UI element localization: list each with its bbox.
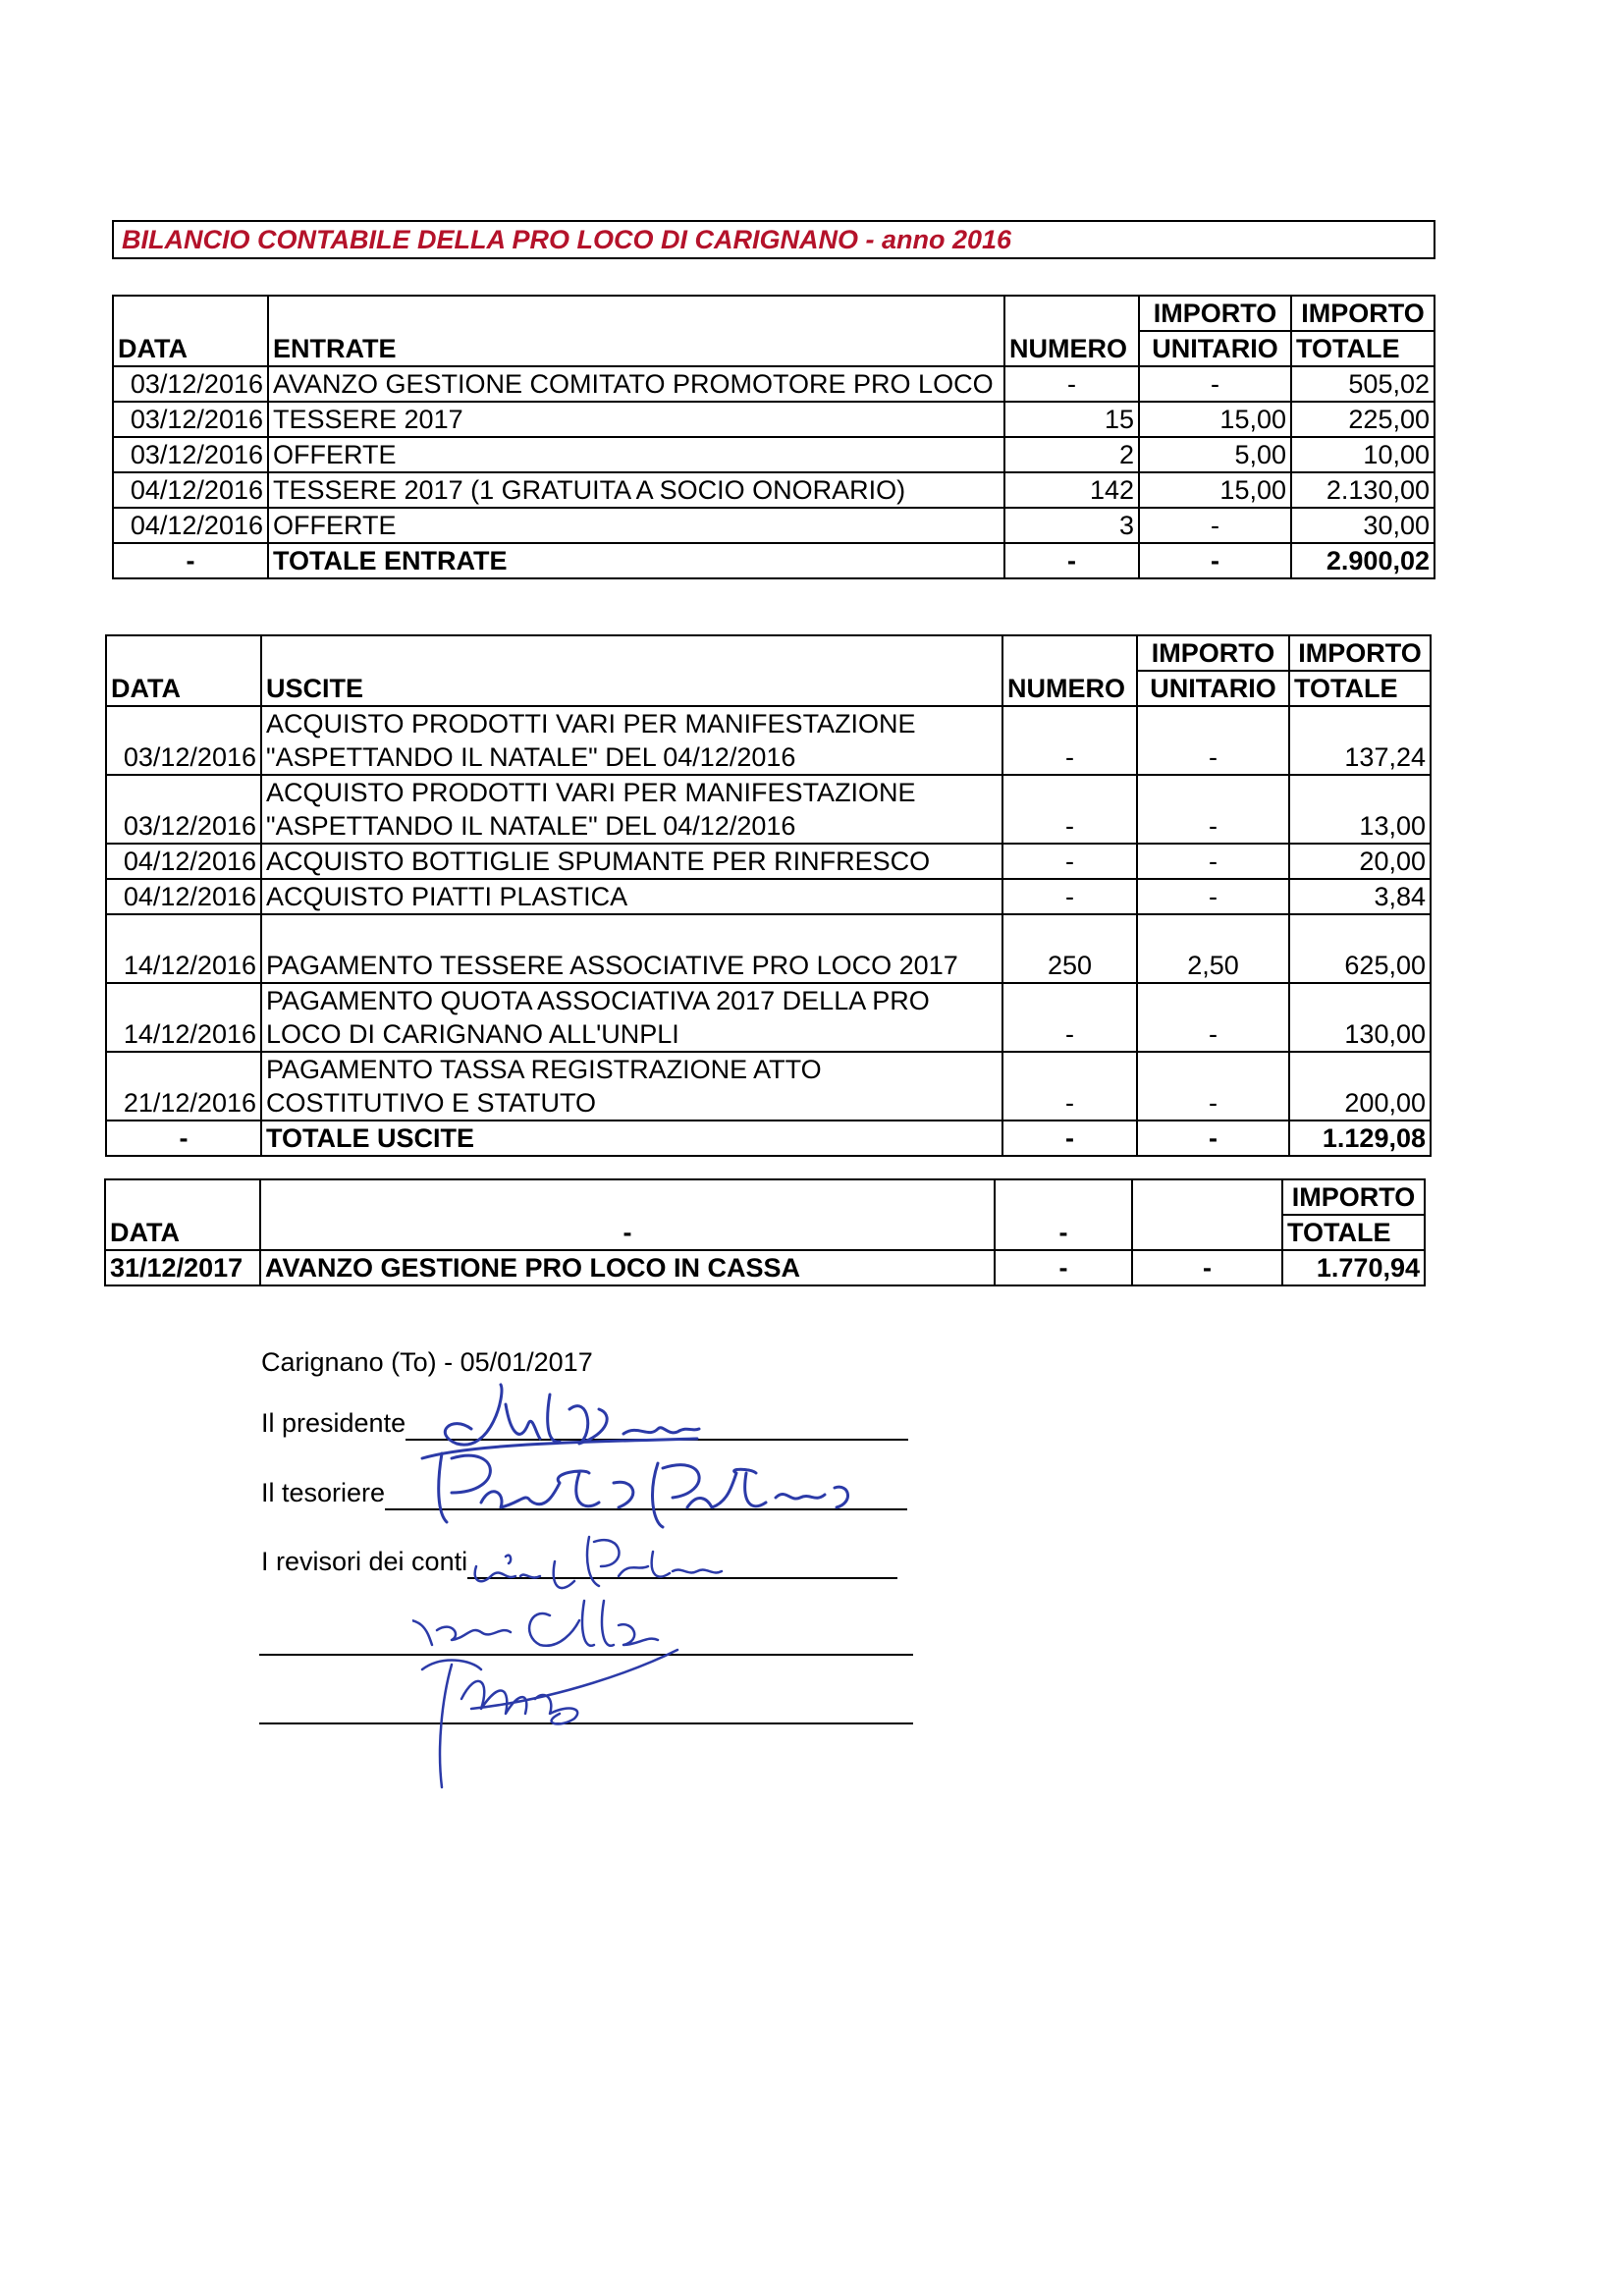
row-totale: 130,00 bbox=[1289, 983, 1431, 1052]
row-numero: - bbox=[1002, 844, 1137, 879]
row-data: 03/12/2016 bbox=[106, 706, 261, 775]
row-totale: 625,00 bbox=[1289, 914, 1431, 983]
row-unitario: 5,00 bbox=[1139, 437, 1291, 472]
row-unitario: - bbox=[1132, 1250, 1282, 1285]
row-totale: 505,02 bbox=[1291, 366, 1435, 402]
total-voce: TOTALE ENTRATE bbox=[268, 543, 1004, 578]
table-row bbox=[113, 366, 1435, 402]
row-unitario: - bbox=[1137, 1052, 1289, 1121]
signature-revisore-1 bbox=[475, 1537, 722, 1588]
entrate-header-unit-top: IMPORTO bbox=[1139, 296, 1291, 331]
uscite-total-row bbox=[106, 1121, 1431, 1156]
row-data: 04/12/2016 bbox=[113, 508, 268, 543]
table-row bbox=[113, 402, 1435, 437]
row-numero: - bbox=[1004, 366, 1139, 402]
row-unitario: - bbox=[1137, 844, 1289, 879]
place-date: Carignano (To) - 05/01/2017 bbox=[261, 1347, 593, 1377]
row-data: 03/12/2016 bbox=[113, 437, 268, 472]
row-unitario: - bbox=[1137, 706, 1289, 775]
uscite-header-tot-top: IMPORTO bbox=[1289, 635, 1431, 671]
row-numero: 3 bbox=[1004, 508, 1139, 543]
row-unitario: - bbox=[1139, 508, 1291, 543]
row-totale: 137,24 bbox=[1289, 706, 1431, 775]
row-numero: 15 bbox=[1004, 402, 1139, 437]
table-row bbox=[113, 472, 1435, 508]
avanzo-header-numero: - bbox=[995, 1179, 1132, 1250]
row-voce: ACQUISTO BOTTIGLIE SPUMANTE PER RINFRESCO bbox=[261, 844, 1002, 879]
uscite-header-numero: NUMERO bbox=[1002, 635, 1137, 706]
avanzo-header-row bbox=[105, 1179, 1425, 1215]
row-numero: - bbox=[1002, 879, 1137, 914]
entrate-header-unit-bottom: UNITARIO bbox=[1139, 331, 1291, 366]
table-row bbox=[106, 775, 1431, 844]
tesoriere-label: Il tesoriere bbox=[261, 1478, 386, 1507]
row-voce: ACQUISTO PRODOTTI VARI PER MANIFESTAZIONE "ASPETTANDO IL NATALE" DEL 04/12/2016 bbox=[261, 706, 1002, 775]
entrate-header-voce: ENTRATE bbox=[268, 296, 1004, 366]
table-row bbox=[113, 508, 1435, 543]
row-data: 14/12/2016 bbox=[106, 914, 261, 983]
row-unitario: - bbox=[1137, 983, 1289, 1052]
entrate-header-data: DATA bbox=[113, 296, 268, 366]
row-voce: TESSERE 2017 bbox=[268, 402, 1004, 437]
uscite-header-data: DATA bbox=[106, 635, 261, 706]
row-voce: OFFERTE bbox=[268, 437, 1004, 472]
signature-revisore-2 bbox=[412, 1601, 658, 1646]
signature-presidente bbox=[422, 1385, 699, 1458]
row-data: 21/12/2016 bbox=[106, 1052, 261, 1121]
signature-tesoriere bbox=[439, 1453, 848, 1527]
total-numero: - bbox=[1002, 1121, 1137, 1156]
entrate-total-row bbox=[113, 543, 1435, 578]
row-totale: 200,00 bbox=[1289, 1052, 1431, 1121]
table-row bbox=[106, 879, 1431, 914]
row-voce: ACQUISTO PRODOTTI VARI PER MANIFESTAZIONE "ASPETTANDO IL NATALE" DEL 04/12/2016 bbox=[261, 775, 1002, 844]
row-unitario: - bbox=[1139, 366, 1291, 402]
row-numero: - bbox=[1002, 1052, 1137, 1121]
row-data: 03/12/2016 bbox=[113, 402, 268, 437]
row-data: 31/12/2017 bbox=[105, 1250, 260, 1285]
row-numero: - bbox=[995, 1250, 1132, 1285]
avanzo-table bbox=[104, 1178, 1426, 1286]
handwritten-signatures bbox=[412, 1375, 923, 1807]
total-totale: 2.900,02 bbox=[1291, 543, 1435, 578]
row-totale: 1.770,94 bbox=[1282, 1250, 1425, 1285]
table-row bbox=[106, 914, 1431, 983]
entrate-header-numero: NUMERO bbox=[1004, 296, 1139, 366]
row-unitario: - bbox=[1137, 775, 1289, 844]
row-numero: - bbox=[1002, 983, 1137, 1052]
row-voce: PAGAMENTO TASSA REGISTRAZIONE ATTO COSTITUTIVO E STATUTO bbox=[261, 1052, 1002, 1121]
table-row bbox=[106, 706, 1431, 775]
entrate-header-tot-top: IMPORTO bbox=[1291, 296, 1435, 331]
presidente-label: Il presidente bbox=[261, 1408, 406, 1438]
total-numero: - bbox=[1004, 543, 1139, 578]
row-totale: 20,00 bbox=[1289, 844, 1431, 879]
uscite-header-unit-top: IMPORTO bbox=[1137, 635, 1289, 671]
row-numero: - bbox=[1002, 775, 1137, 844]
row-voce: AVANZO GESTIONE PRO LOCO IN CASSA bbox=[260, 1250, 995, 1285]
row-data: 03/12/2016 bbox=[106, 775, 261, 844]
document-title bbox=[112, 220, 1435, 259]
total-unitario: - bbox=[1137, 1121, 1289, 1156]
row-unitario: 15,00 bbox=[1139, 402, 1291, 437]
avanzo-header-voce: - bbox=[260, 1179, 995, 1250]
avanzo-header-tot-bottom: TOTALE bbox=[1282, 1215, 1425, 1250]
row-totale: 3,84 bbox=[1289, 879, 1431, 914]
row-voce: TESSERE 2017 (1 GRATUITA A SOCIO ONORARIO) bbox=[268, 472, 1004, 508]
row-totale: 30,00 bbox=[1291, 508, 1435, 543]
revisori-label: I revisori dei conti bbox=[261, 1547, 468, 1576]
row-numero: 2 bbox=[1004, 437, 1139, 472]
row-numero: 250 bbox=[1002, 914, 1137, 983]
document-title-text: BILANCIO CONTABILE DELLA PRO LOCO DI CARIGNANO - anno 2016 bbox=[122, 225, 1012, 254]
row-data: 04/12/2016 bbox=[106, 844, 261, 879]
total-totale: 1.129,08 bbox=[1289, 1121, 1431, 1156]
row-voce: ACQUISTO PIATTI PLASTICA bbox=[261, 879, 1002, 914]
row-numero: 142 bbox=[1004, 472, 1139, 508]
total-voce: TOTALE USCITE bbox=[261, 1121, 1002, 1156]
row-unitario: - bbox=[1137, 879, 1289, 914]
row-data: 14/12/2016 bbox=[106, 983, 261, 1052]
row-totale: 13,00 bbox=[1289, 775, 1431, 844]
row-unitario: 2,50 bbox=[1137, 914, 1289, 983]
row-voce: AVANZO GESTIONE COMITATO PROMOTORE PRO LOCO bbox=[268, 366, 1004, 402]
entrate-header-row bbox=[113, 296, 1435, 331]
row-voce: PAGAMENTO TESSERE ASSOCIATIVE PRO LOCO 2017 bbox=[261, 914, 1002, 983]
row-totale: 10,00 bbox=[1291, 437, 1435, 472]
uscite-header-tot-bottom: TOTALE bbox=[1289, 671, 1431, 706]
total-unitario: - bbox=[1139, 543, 1291, 578]
row-numero: - bbox=[1002, 706, 1137, 775]
signature-revisore-3 bbox=[422, 1650, 677, 1787]
row-data: 04/12/2016 bbox=[113, 472, 268, 508]
avanzo-header-empty bbox=[1132, 1179, 1282, 1250]
row-voce: OFFERTE bbox=[268, 508, 1004, 543]
entrate-header-tot-bottom: TOTALE bbox=[1291, 331, 1435, 366]
row-unitario: 15,00 bbox=[1139, 472, 1291, 508]
total-data: - bbox=[113, 543, 268, 578]
row-voce: PAGAMENTO QUOTA ASSOCIATIVA 2017 DELLA PRO LOCO DI CARIGNANO ALL'UNPLI bbox=[261, 983, 1002, 1052]
row-totale: 225,00 bbox=[1291, 402, 1435, 437]
row-data: 04/12/2016 bbox=[106, 879, 261, 914]
uscite-header-row bbox=[106, 635, 1431, 671]
row-totale: 2.130,00 bbox=[1291, 472, 1435, 508]
uscite-header-voce: USCITE bbox=[261, 635, 1002, 706]
table-row bbox=[113, 437, 1435, 472]
table-row bbox=[106, 844, 1431, 879]
avanzo-header-data: DATA bbox=[105, 1179, 260, 1250]
total-data: - bbox=[106, 1121, 261, 1156]
entrate-table bbox=[112, 295, 1435, 579]
avanzo-row bbox=[105, 1250, 1425, 1285]
table-row bbox=[106, 1052, 1431, 1121]
table-row bbox=[106, 983, 1431, 1052]
uscite-header-unit-bottom: UNITARIO bbox=[1137, 671, 1289, 706]
avanzo-header-tot-top: IMPORTO bbox=[1282, 1179, 1425, 1215]
uscite-table bbox=[105, 634, 1432, 1157]
row-data: 03/12/2016 bbox=[113, 366, 268, 402]
